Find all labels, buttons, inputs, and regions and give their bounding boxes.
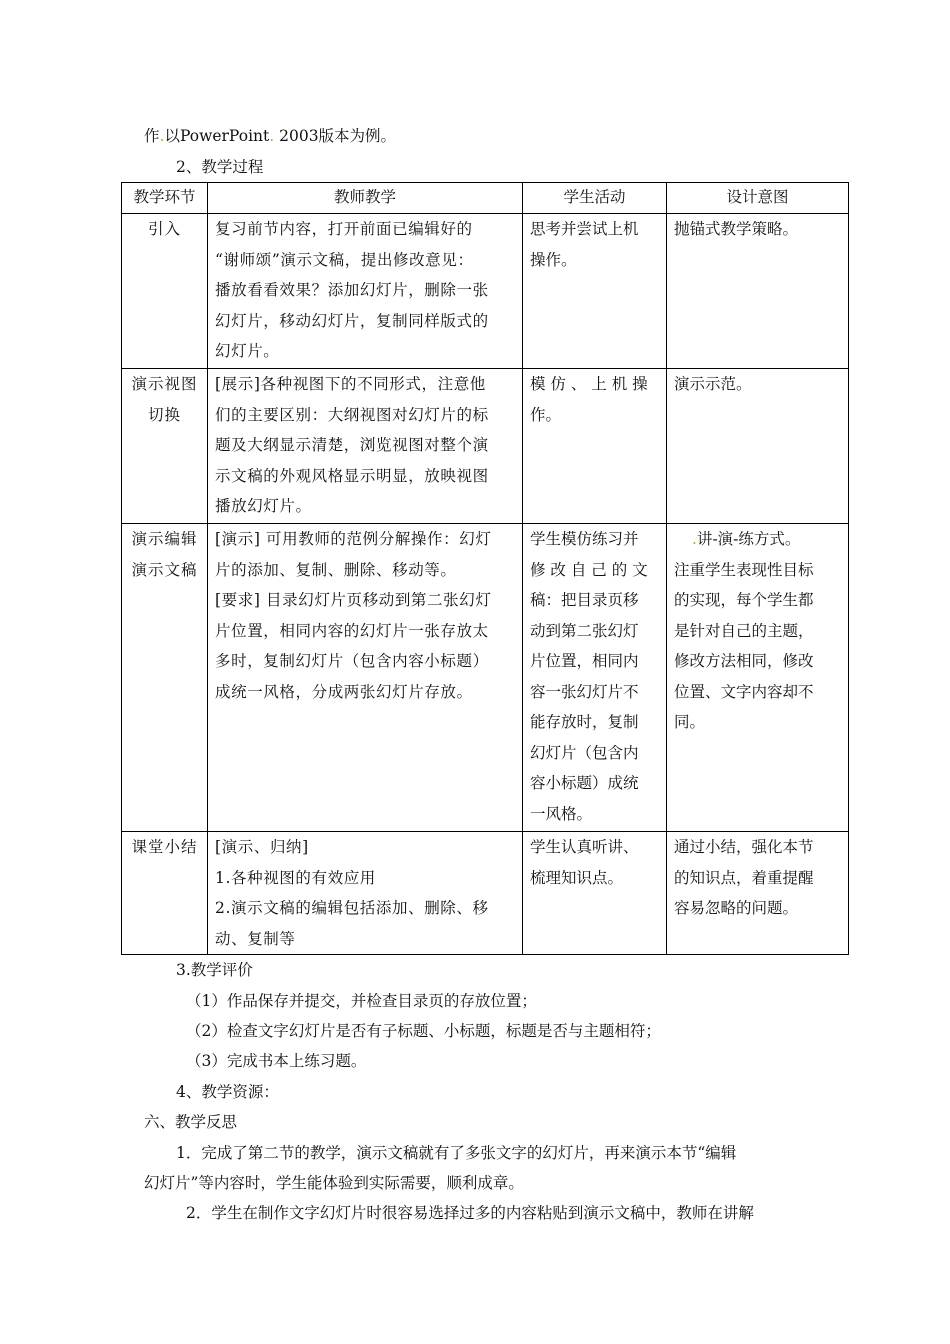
teacher-text: 复习前节内容，打开前面已编辑好的 xyxy=(215,220,473,238)
stage-cell xyxy=(122,369,208,524)
teacher-text: 幻灯片，移动幻灯片，复制同样版式的 xyxy=(215,311,489,330)
student-text: 作。 xyxy=(530,405,562,424)
header-teacher: 教师教学 xyxy=(208,183,523,214)
intro-prefix: 作 xyxy=(144,127,160,145)
teacher-text: [演示、归纳] xyxy=(215,838,309,856)
student-text: 梳理知识点。 xyxy=(530,868,624,887)
teacher-text: 幻灯片。 xyxy=(215,342,280,360)
teacher-text: “谢师颂”演示文稿，提出修改意见： xyxy=(215,250,474,269)
stage-text: 演示编辑 xyxy=(131,530,198,548)
teacher-text: 成统一风格，分成两张幻灯片存放。 xyxy=(215,682,473,701)
student-cell xyxy=(523,214,667,369)
intent-text: 修改方法相同，修改 xyxy=(674,652,814,670)
stage-cell xyxy=(122,214,208,369)
header-student: 学生活动 xyxy=(523,183,667,214)
stage-text: 课堂小结 xyxy=(131,838,198,856)
stage-text: 切换 xyxy=(147,405,181,424)
marker-dot: . xyxy=(269,127,275,145)
intent-text: 位置、文字内容却不 xyxy=(674,682,814,701)
intro-suffix: 2003版本为例。 xyxy=(274,127,397,145)
intent-text: 容易忽略的问题。 xyxy=(674,899,799,917)
student-text: 幻灯片（包含内 xyxy=(530,743,639,762)
resources-heading: 4、教学资源： xyxy=(176,1083,279,1101)
intent-text: 同。 xyxy=(674,713,706,731)
table-row xyxy=(122,524,849,832)
student-text: 稿：把目录页移 xyxy=(530,591,639,609)
intent-text: 抛锚式教学策略。 xyxy=(674,220,799,238)
teaching-process-table xyxy=(121,182,849,955)
student-text: 动到第二张幻灯 xyxy=(530,621,639,640)
marker-dot: . xyxy=(159,127,165,145)
teacher-text: 播放看看效果？添加幻灯片，删除一张 xyxy=(215,281,489,299)
evaluation-item: （1）作品保存并提交，并检查目录页的存放位置； xyxy=(186,992,537,1010)
intent-text: 的实现，每个学生都 xyxy=(674,591,814,609)
teacher-cell xyxy=(208,832,523,955)
teacher-text: [要求] 目录幻灯片页移动到第二张幻灯 xyxy=(215,591,492,609)
student-text: 学生模仿练习并 xyxy=(530,530,639,548)
table-header-row xyxy=(122,183,849,214)
teacher-text: 示文稿的外观风格显示明显，放映视图 xyxy=(215,466,489,485)
intent-text: 的知识点，着重提醒 xyxy=(674,868,814,887)
intent-text xyxy=(674,524,841,555)
student-cell xyxy=(523,524,667,832)
stage-text: 演示文稿 xyxy=(131,560,198,579)
reflection-heading: 六、教学反思 xyxy=(144,1113,238,1131)
teacher-text: 片位置，相同内容的幻灯片一张存放太 xyxy=(215,621,489,640)
teacher-text: [展示]各种视图下的不同形式，注意他 xyxy=(215,375,486,393)
teacher-text: 们的主要区别：大纲视图对幻灯片的标 xyxy=(215,405,489,424)
student-text: 模 仿 、 上 机 操 xyxy=(530,375,648,393)
intent-text: 是针对自己的主题， xyxy=(674,621,814,640)
teacher-text: 播放幻灯片。 xyxy=(215,497,312,515)
evaluation-item: （3）完成书本上练习题。 xyxy=(186,1052,367,1070)
teacher-cell xyxy=(208,214,523,369)
reflection-paragraph-1-cont: 幻灯片”等内容时，学生能体验到实际需要，顺利成章。 xyxy=(144,1174,524,1192)
table-row xyxy=(122,369,849,524)
student-text: 操作。 xyxy=(530,250,577,269)
stage-cell xyxy=(122,524,208,832)
reflection-paragraph-1: 1．完成了第二节的教学，演示文稿就有了多张文字的幻灯片，再来演示本节“编辑 xyxy=(176,1144,737,1162)
evaluation-item: （2）检查文字幻灯片是否有子标题、小标题，标题是否与主题相符； xyxy=(186,1022,661,1040)
stage-cell xyxy=(122,832,208,955)
teacher-text: 片的添加、复制、删除、移动等。 xyxy=(215,560,457,579)
teacher-cell xyxy=(208,369,523,524)
marker-dot: . xyxy=(692,530,697,548)
student-cell xyxy=(523,369,667,524)
student-text: 容小标题）成统 xyxy=(530,774,639,792)
student-text: 学生认真听讲、 xyxy=(530,838,639,856)
intent-text: 注重学生表现性目标 xyxy=(674,560,814,579)
table-row xyxy=(122,832,849,955)
table-row xyxy=(122,214,849,369)
student-text: 片位置，相同内 xyxy=(530,652,639,670)
intent-text-inner: 讲-演-练方式。 xyxy=(696,530,801,548)
student-text: 修 改 自 己 的 文 xyxy=(530,560,648,579)
teacher-text: 1.各种视图的有效应用 xyxy=(215,868,376,887)
intent-cell xyxy=(667,369,849,524)
evaluation-heading: 3.教学评价 xyxy=(176,961,253,979)
intro-fragment xyxy=(144,124,396,146)
student-cell xyxy=(523,832,667,955)
teacher-text: 多时，复制幻灯片（包含内容小标题） xyxy=(215,652,489,670)
intent-cell xyxy=(667,214,849,369)
intent-cell xyxy=(667,832,849,955)
student-text: 思考并尝试上机 xyxy=(530,220,639,238)
process-heading: 2、教学过程 xyxy=(176,158,264,176)
intent-text: 演示示范。 xyxy=(674,375,752,393)
teacher-text: 题及大纲显示清楚，浏览视图对整个演 xyxy=(215,436,489,454)
student-text: 能存放时，复制 xyxy=(530,713,639,731)
teacher-text: [演示] 可用教师的范例分解操作：幻灯 xyxy=(215,530,492,548)
teacher-cell xyxy=(208,524,523,832)
student-text: 一风格。 xyxy=(530,804,593,823)
header-stage: 教学环节 xyxy=(122,183,208,214)
student-text: 容一张幻灯片不 xyxy=(530,682,639,701)
intro-mid: 以PowerPoint xyxy=(164,127,270,145)
intent-text: 通过小结，强化本节 xyxy=(674,838,814,856)
intent-cell xyxy=(667,524,849,832)
header-intent: 设计意图 xyxy=(667,183,849,214)
teacher-text: 2.演示文稿的编辑包括添加、删除、移 xyxy=(215,899,489,917)
teacher-text: 动、复制等 xyxy=(215,929,296,948)
stage-text: 演示视图 xyxy=(131,375,198,393)
stage-text: 引入 xyxy=(147,220,181,238)
reflection-paragraph-2: 2．学生在制作文字幻灯片时很容易选择过多的内容粘贴到演示文稿中，教师在讲解 xyxy=(186,1204,754,1222)
